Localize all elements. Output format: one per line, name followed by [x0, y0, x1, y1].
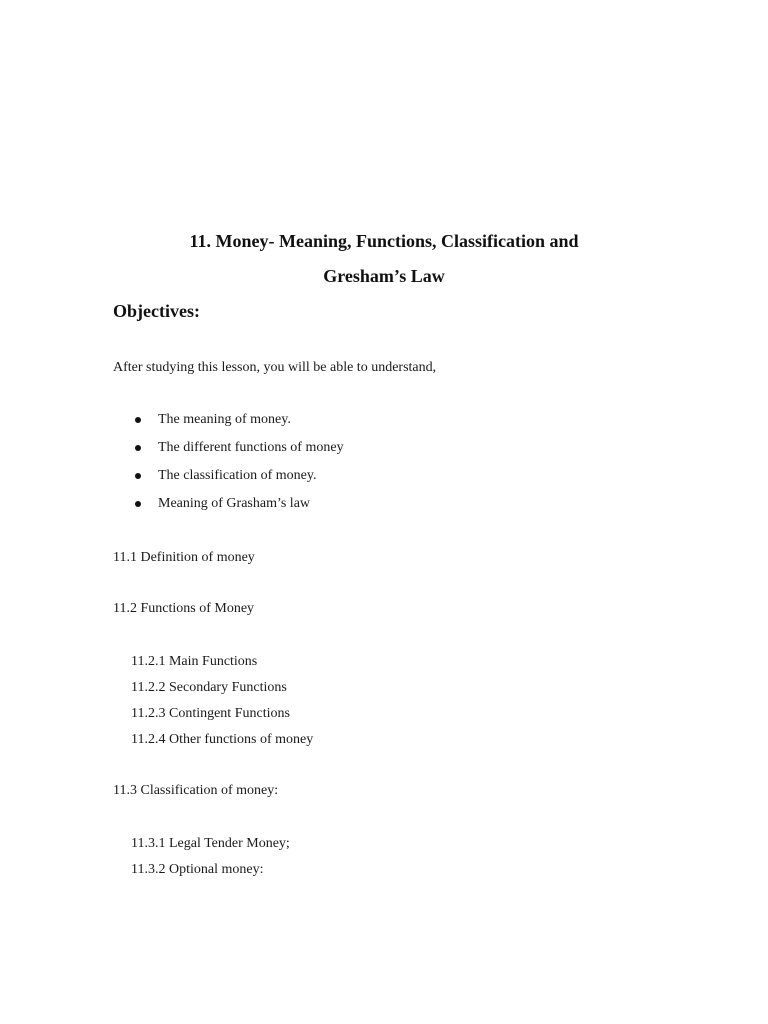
list-item — [113, 411, 344, 439]
section-11-2-3: 11.2.3 Contingent Functions — [131, 706, 290, 721]
section-11-3: 11.3 Classification of money: — [113, 783, 279, 798]
list-item-text: The meaning of money. — [158, 412, 291, 427]
bullet-icon — [135, 501, 141, 507]
list-item-text: The different functions of money — [158, 440, 344, 455]
list-item — [113, 467, 344, 495]
section-11-2-2: 11.2.2 Secondary Functions — [131, 680, 287, 695]
bullet-icon — [135, 417, 141, 423]
bullet-icon — [135, 473, 141, 479]
section-11-2-1: 11.2.1 Main Functions — [131, 654, 258, 669]
section-11-3-2: 11.3.2 Optional money: — [131, 862, 264, 877]
section-11-2: 11.2 Functions of Money — [113, 601, 255, 616]
lesson-title-line-2: Gresham’s Law — [323, 266, 445, 286]
objectives-list — [113, 411, 344, 523]
section-11-3-1: 11.3.1 Legal Tender Money; — [131, 836, 290, 851]
list-item-text: Meaning of Grasham’s law — [158, 496, 311, 511]
list-item — [113, 495, 344, 523]
bullet-icon — [135, 445, 141, 451]
objectives-intro: After studying this lesson, you will be able to understand, — [113, 360, 437, 375]
section-11-2-4: 11.2.4 Other functions of money — [131, 732, 314, 747]
section-11-1: 11.1 Definition of money — [113, 550, 255, 565]
list-item — [113, 439, 344, 467]
list-item-text: The classification of money. — [158, 468, 317, 483]
objectives-heading: Objectives: — [113, 301, 200, 321]
lesson-title-line-1: 11. Money- Meaning, Functions, Classification and — [189, 231, 579, 251]
